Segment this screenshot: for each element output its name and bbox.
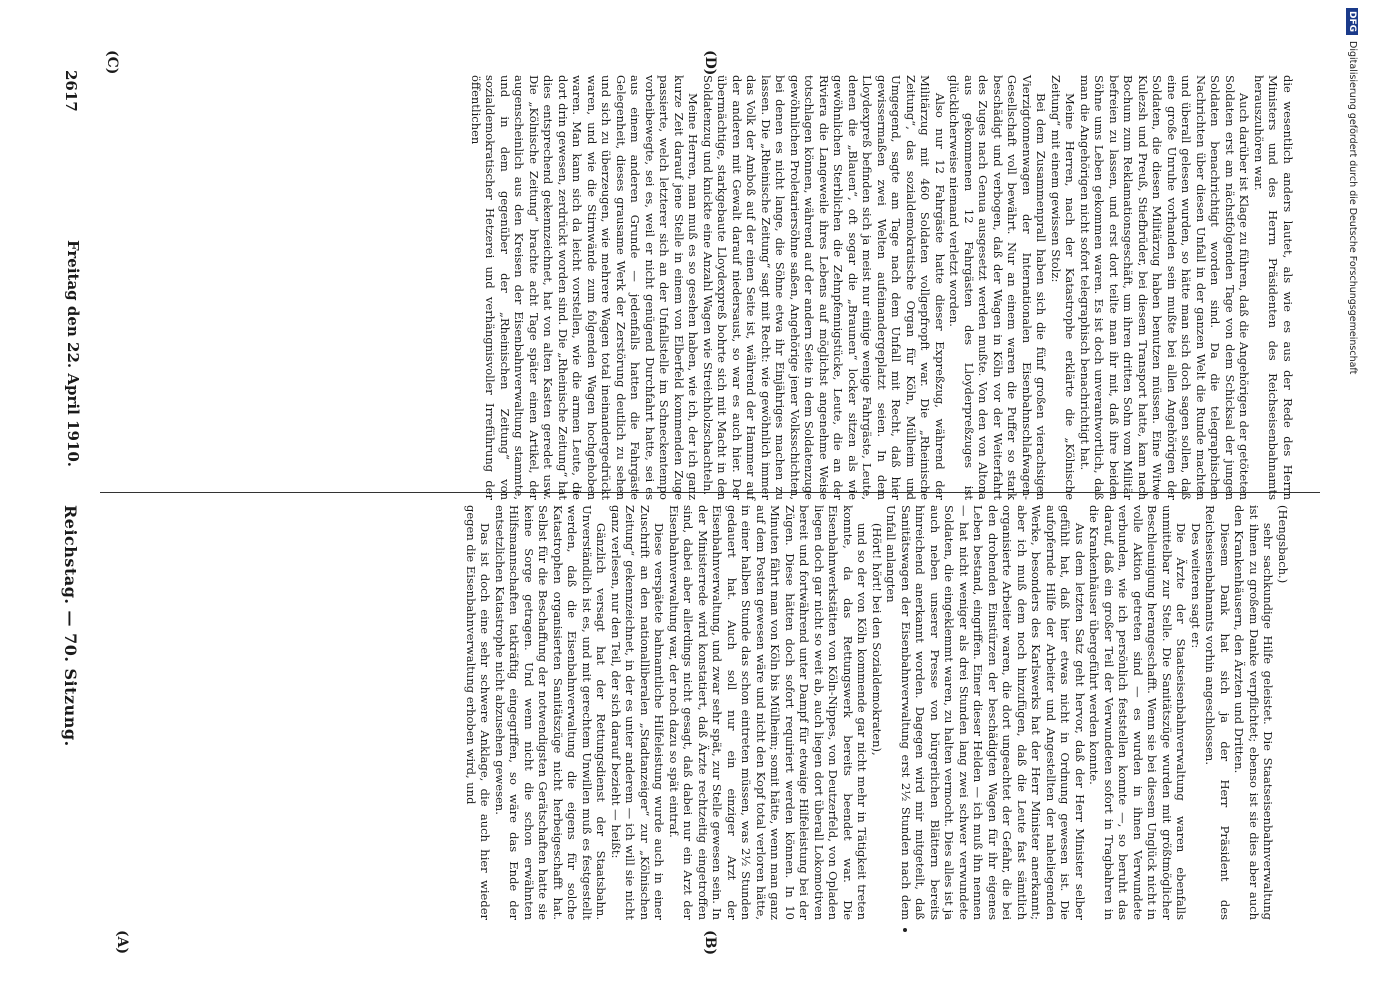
paragraph: Aus dem letzten Satz geht hervor, daß der Herr Minister selber gefühlt hat, daß hier etwas nicht in Ordnung gewesen ist. Die aufopfernde Hilfe der Arbeiter und Angestellten der naheliegenden Werke, besonders des Karlswerks hat der Herr Minister anerkannt; aber ich muß dem noch hinzufügen, daß die Leute fast sämtlich organisierte Arbeiter waren, die dort ungeachtet der Gefahr, die bei den drohenden Einstürzen der beschädigten Wagen für ihr eigenes Leben bestand, eingriffen. Einer dieser Helden — ich muß ihn nennen — hat nicht weniger als drei Stunden lang zwei schwer verwundete Soldaten, die eingeklemmt waren, zu halten vermocht. Dies alles ist ja auch neben unserer Presse von bürgerlichen Blättern bereits hinreichend anerkannt worden. Dagegen wird mir mitgeteilt, daß Sanitätswagen der Eisenbahnverwaltung erst 2½ Stunden nach dem Unfall anlangten: [884, 505, 1087, 920]
quoted-paragraph: Bei dem Zusammenprall haben sich die fünf großen vierachsigen Vierzigtonnenwagen der Internationalen Eisenbahnschlafwagen-Gesellschaft voll bewährt. Nur an einem waren die Puffer so stark beschädigt und verbogen, daß der Wagen in Köln vor der Weiterfahrt des Zuges nach Genua ausgesetzt werden mußte. Von den von Altona aus gekommenen 12 Fahrgästen des Lloyderpreßzuges ist glücklicherweise niemand verletzt worden.: [947, 75, 1049, 500]
digitization-credit: [1346, 8, 1358, 374]
margin-dot: [903, 928, 907, 932]
margin-marker-d: (D): [702, 50, 718, 76]
margin-marker-b: (B): [702, 930, 718, 956]
paragraph: Diese verspätete bahnamtliche Hilfeleistung wurde auch in einer Zuschrift an den nationalliberalen „Stadtanzeiger“ zur „Kölnischen Zeitung“ gekennzeichnet, in der es unter anderem — ich will sie nicht ganz verlesen, nur den Teil, der sich darauf bezieht — heißt:: [609, 505, 667, 920]
paragraph: die wesentlich anders lautet, als wie es aus der Rede des Herrn Ministers und des Herrn Präsidenten des Reichseisenbahnamts herauszuhören war.: [1252, 75, 1295, 500]
speaker-label: (Hengsbach.): [1276, 505, 1290, 584]
paragraph: Also nur 12 Fahrgäste hatte dieser Expreßzug, während der Militärzug mit 460 Soldaten vollgepfropft war. Die „Rheinische Zeitung“, das sozialdemokratische Organ für Köln, Mülheim und Umgegend, sagte am Tage nach dem Unfall mit Recht, daß hier gewissermaßen zwei Welten aufeinandergeplatzt seien. In dem Lloydexpreß befinden sich ja meist nur einige wenige Fahrgäste, Leute, denen die „Blauen“, oft sogar die „Braunen“ locker sitzen als wie gewöhnlichen Sterblichen die Zehnpfennigstücke, Leute, die an der Riviera die Langeweile ihres Lebens auf möglichst angenehme Weise totschlagen können, während auf der andern Seite in dem Soldatenzuge gewöhnlichen Proletariersöhne saßen, Angehörige jener Volksschichten, bei denen es nicht lange, die Söhne etwa ihr Einjähriges machen zu lassen. Die „Rheinische Zeitung“ sagt mit Recht: wie gewöhnlich immer das Volk der Amboß auf der einen Seite ist, während der Hammer auf der anderen mit Gewalt darauf niedersaust, so war es auch hier. Der übermächtige, starkgebaute Lloydexpreß bohrte sich mit Macht in den Soldatenzug und knickte eine Anzahl Wagen wie Streichholzschachteln.: [701, 75, 947, 500]
quoted-paragraph: Die Ärzte der Staatseisenbahnverwaltung waren ebenfalls unmittelbar zur Stelle. Die Sanitätszüge wurden mit größtmöglicher Beschleunigung herangeschafft. Wenn sie bei diesem Unglück nicht in volle Aktion getreten sind — es wurden in ihnen Verwundete verbunden, wie ich persönlich feststellen konnte —, so beruht das darauf, daß ein großer Teil der Verwundeten sofort in Tragbahren in die Krankenhäuser übergeführt werden konnte.: [1087, 505, 1189, 920]
paragraph: Meine Herren, man muß es so gesehen haben, wie ich, der ich ganz kurze Zeit darauf jene Stelle in einem von Elberfeld kommenden Zuge passierte, welch letzterer sich an der Unfallstelle im Schneckentempo vorbeibewegte, sei es, weil er nicht genügend Durchfahrt hatte, sei es aus einem anderen Grunde — jedenfalls hatten die Fahrgäste Gelegenheit, dieses grausame Werk der Zerstörung deutlich zu sehen und sich zu überzeugen, wie mehrere Wagen total ineinandergedrückt waren, und wie die Stirnwände zum folgenden Wagen hochgehoben waren. Man kann sich da leicht vorstellen, wie die armen Leute, die dort drin gewesen, zerdrückt worden sind. Die „Rheinische Zeitung“ hat dies entsprechend gekennzeichnet, hat von alten Kasten geredet usw. Die „Kölnische Zeitung“ brachte acht Tage später einen Artikel, der augenscheinlich aus den Kreisen der Eisenbahnverwaltung stammte, und in dem gegenüber der „Rheinischen Zeitung“ von sozialdemokratischer Hetzerei und verhängnisvoller Irreführung der öffentlichen: [469, 75, 701, 500]
page-number: 2617: [62, 70, 80, 112]
paragraph: Diesem Dank hat sich ja der Herr Präsident des Reichseisenbahnamts vorhin angeschlossen.: [1203, 505, 1232, 920]
paragraph: Auch darüber ist Klage zu führen, daß die Angehörigen der getöteten Soldaten erst am nächstfolgenden Tage von dem Schicksal der jungen Soldaten benachrichtigt worden sind. Da die telegraphischen Nachrichten über diesen Unfall in der ganzen Welt die Runde machten und überall gelesen wurden, so hätte man sich doch sagen sollen, daß eine große Unruhe vorhanden sein mußte bei allen Angehörigen der Soldaten, die diesen Militärzug haben benutzen müssen. Eine Witwe Kulezsh und Preuß, Stiefbrüder, bei diesem Transport hatte, kam nach Bochum zum Reklamationsgeschäft, um ihren dritten Sohn vom Militär befreien zu lassen, und erst dort teilte man ihr mit, daß ihre beiden Söhne ums Leben gekommen waren. Es ist doch unverantwortlich, daß man die Angehörigen nicht sofort telegraphisch benachrichtigt hat.: [1078, 75, 1252, 500]
margin-marker-a: (A): [114, 930, 130, 955]
paragraph: Des weiteren sagt er:: [1189, 523, 1203, 649]
paragraph: Meine Herren, nach der Katastrophe erklärte die „Kölnische Zeitung“ mit einem gewissen Stolz:: [1049, 75, 1078, 500]
right-text-column: [469, 75, 1296, 500]
margin-marker-c: (C): [104, 50, 120, 75]
dfg-logo: DFG: [1346, 8, 1358, 35]
credit-text: Digitalisierung gefördert durch die Deutsche Forschungsgemeinschaft: [1347, 41, 1358, 375]
quoted-paragraph: Gänzlich versagt hat der Rettungsdienst der Staatsbahn. Unverständlich ist es, und mit gerechtem Unwillen muß es festgestellt werden, daß die Eisenbahnverwaltung die eigens für solche Katastrophen organisierten Sanitätszüge nicht herbeigeschafft hat. Selbst für die Beschaffung der notwendigsten Gerätschaften hatte sie keine Sorge getragen. Und wenn nicht die schon erwähnten Hilfsmannschaften tatkräftig eingegriffen, so wäre das Ende der entsetzlichen Katastrophe nicht abzusehen gewesen.: [493, 505, 609, 920]
header-date: Freitag den 22. April 1910.: [64, 240, 82, 467]
paragraph: Das ist doch eine sehr schwere Anklage, die auch hier wieder gegen die Eisenbahnverwaltung erhoben wird, und: [464, 505, 493, 920]
paragraph: und so der von Köln kommende gar nicht mehr in Tätigkeit treten konnte, da das Rettungswerk bereits beendet war. Die Eisenbahnwerkstätten von Köln-Nippes, von Deutzerfeld, von Opladen liegen doch gar nicht so weit ab, auch liegen dort überall Lokomotiven bereit und fortwährend unter Dampf für etwaige Hilfeleistung bei der Zügen. Diese hätten doch sofort requiriert werden können. In 10 Minuten fährt man von Köln bis Mülheim; somit hätte, wenn man ganz auf dem Posten gewesen wäre und nicht den Kopf total verloren hätte, in einer halben Stunde das schon eintreten müssen, was 2½ Stunden gedauert hat. Auch soll nur ein einziger Arzt der Eisenbahnverwaltung, und zwar sehr spät, zur Stelle gewesen sein. In der Ministerrede wird konstatiert, daß Ärzte rechtzeitig eingetroffen sind, dabei aber allerdings nicht gesagt, daß dabei nur ein Arzt der Eisenbahnverwaltung war, der noch dazu so spät eintraf.: [667, 505, 870, 920]
interjection: (Hört! hört! bei den Sozialdemokraten),: [870, 523, 884, 756]
left-text-column: [464, 505, 1291, 920]
header-session: Reichstag. — 70. Sitzung.: [61, 505, 80, 747]
paragraph: sehr sachkundige Hilfe geleistet. Die Staatseisenbahnverwaltung ist ihnen zu großem Danke verpflichtet; ebenso ist sie dies aber auch den Krankenhäusern, den Ärzten und Dritten.: [1232, 505, 1276, 920]
